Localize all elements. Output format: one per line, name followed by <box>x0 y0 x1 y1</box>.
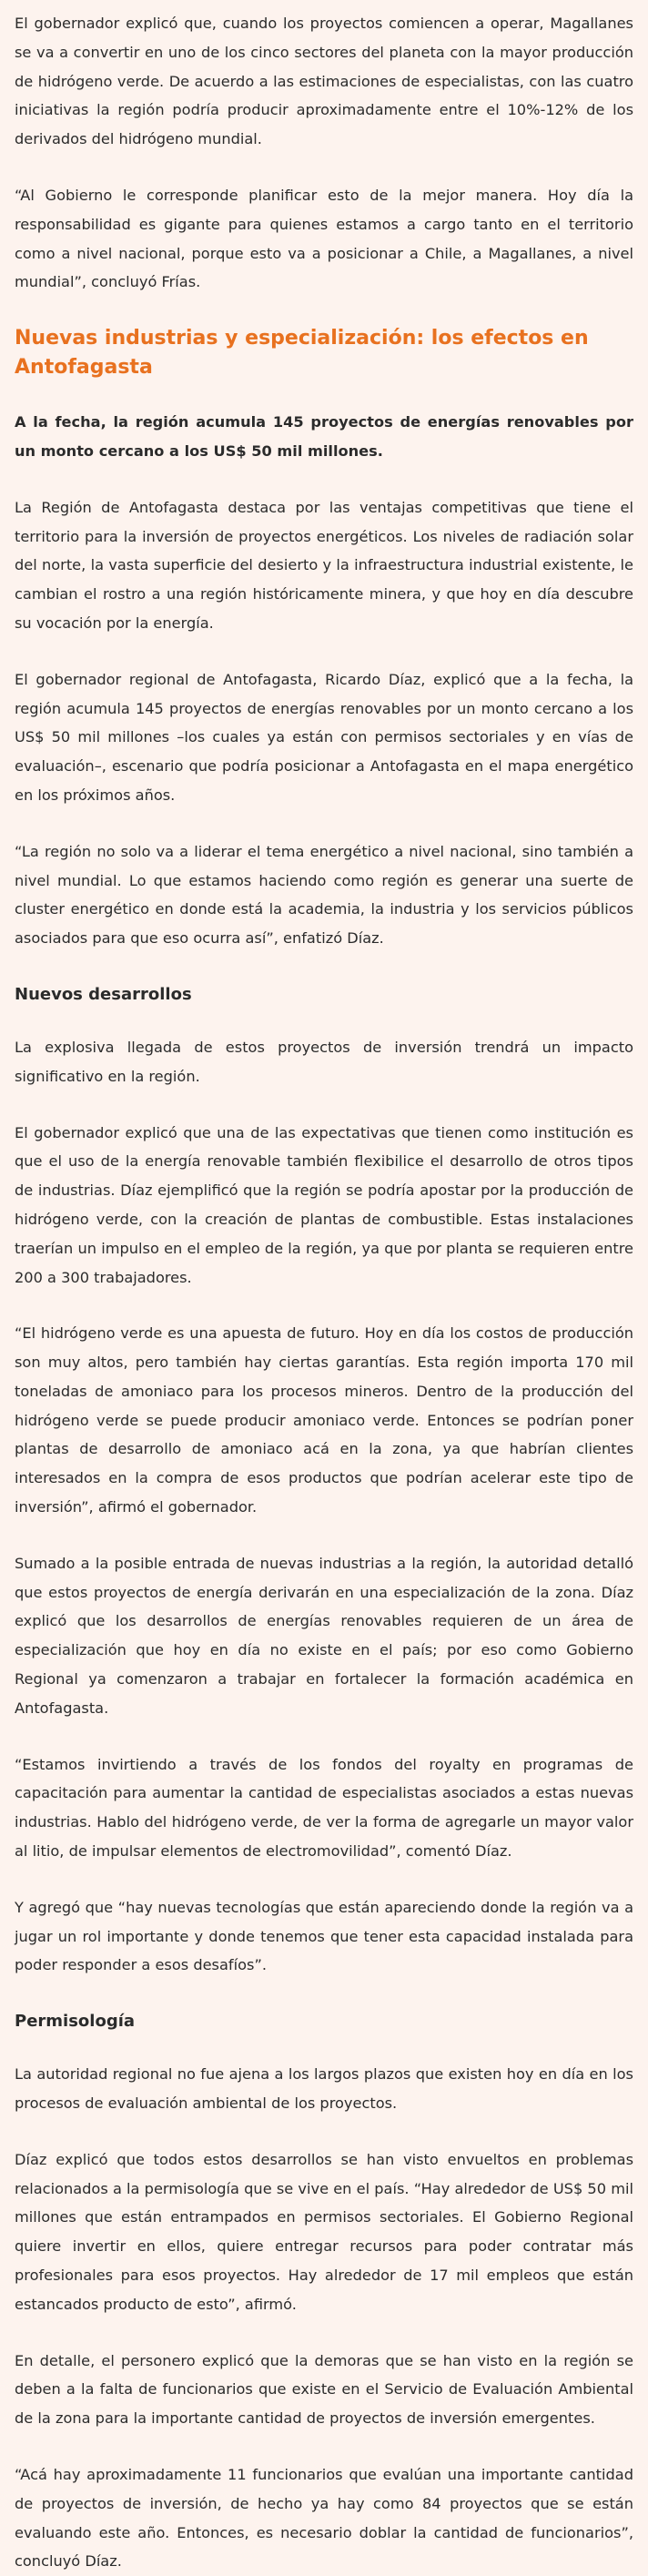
quote-royalty-training: “Estamos invirtiendo a través de los fondos del royalty en programas de capacitación para aumentar la cantidad de especialistas asociados a estas nuevas industrias. Hablo del hidrógeno verde, de ver la forma de agregarle un mayor valor al litio, de impulsar elementos de electromovilidad”, comentó Díaz. <box>15 1755 633 1861</box>
paragraph-antofagasta-advantages: La Región de Antofagasta destaca por las ventajas competitivas que tiene el territorio para la inversión de proyectos energéticos. Los niveles de radiación solar del norte, la vasta superficie del desierto y la infraestructura industrial existente, le cambian el rostro a una región históricamente minera, y que hoy en día descubre su vocación por la energía. <box>15 498 633 632</box>
lead-paragraph: A la fecha, la región acumula 145 proyectos de energías renovables por un monto cercano a los US$ 50 mil millones. <box>15 413 633 460</box>
quote-diaz-cluster: “La región no solo va a liderar el tema energético a nivel nacional, sino también a nivel mundial. Lo que estamos haciendo como región es generar una suerte de cluster energético en donde está la academia, la industria y los servicios públicos asociados para que eso ocurra así”, enfatizó Díaz. <box>15 842 633 948</box>
paragraph-evaluation-delays: La autoridad regional no fue ajena a los largos plazos que existen hoy en día en los procesos de evaluación ambiental de los proyectos. <box>15 2065 633 2113</box>
quote-officials: “Acá hay aproximadamente 11 funcionarios que evalúan una importante cantidad de proyectos de inversión, de hecho ya hay como 84 proyectos que se están evaluando este año. Entonces, es necesario doblar la cantidad de funcionarios”, concluyó Díaz. <box>15 2466 633 2571</box>
paragraph-impact: La explosiva llegada de estos proyectos de inversión trendrá un impacto significativo en la región. <box>15 1038 633 1085</box>
quote-hydrogen-future: “El hidrógeno verde es una apuesta de futuro. Hoy en día los costos de producción son muy altos, pero también hay ciertas garantías. Esta región importa 170 mil toneladas de amoniaco para los procesos mineros. Dentro de la producción del hidrógeno verde se puede producir amoniaco verde. Entonces se podrían poner plantas de desarrollo de amoniaco acá en la zona, ya que habrían clientes interesados en la compra de esos productos que podrían acelerar este tipo de inversión”, afirmó el gobernador. <box>15 1324 633 1516</box>
paragraph-diaz-projects: El gobernador regional de Antofagasta, Ricardo Díaz, explicó que a la fecha, la región acumula 145 proyectos de energías renovables por un monto cercano a los US$ 50 mil millones –los cuales ya están con permisos sectoriales y en vías de evaluación–, escenario que podría posicionar a Antofagasta en el mapa energético en los próximos años. <box>15 670 633 804</box>
subheading-nuevos-desarrollos: Nuevos desarrollos <box>15 984 192 1004</box>
paragraph-permits-problem: Díaz explicó que todos estos desarrollos se han visto envueltos en problemas relacionados a la permisología que se vive en el país. “Hay alrededor de US$ 50 mil millones que están entrampados en permisos sectoriales. El Gobierno Regional quiere invertir en ellos, quiere entregar recursos para poder contratar más profesionales para esos proyectos. Hay alrededor de 17 mil empleos que están estancados producto de esto”, afirmó. <box>15 2150 633 2313</box>
paragraph-magallanes-production: El gobernador explicó que, cuando los proyectos comiencen a operar, Magallanes se va a convertir en uno de los cinco sectores del planeta con la mayor producción de hidrógeno verde. De acuerdo a las estimaciones de especialistas, con las cuatro iniciativas la región podría producir aproximadamente entre el 10%-12% de los derivados del hidrógeno mundial. <box>15 15 633 148</box>
subheading-permisologia: Permisología <box>15 2012 136 2032</box>
section-heading-antofagasta: Nuevas industrias y especialización: los efectos en Antofagasta <box>15 327 589 380</box>
paragraph-green-hydrogen-plants: El gobernador explicó que una de las expectativas que tienen como institución es que el uso de la energía renovable también flexibilice el desarrollo de otros tipos de industrias. Díaz ejemplificó que la región se podría apostar por la producción de hidrógeno verde, con la creación de plantas de combustible. Estas instalaciones traerían un impulso en el empleo de la región, ya que por planta se requieren entre 200 a 300 trabajadores. <box>15 1123 633 1286</box>
quote-new-technologies: Y agregó que “hay nuevas tecnologías que están apareciendo donde la región va a jugar un rol importante y donde tenemos que tener esta capacidad instalada para poder responder a esos desafíos”. <box>15 1898 633 1974</box>
paragraph-staff-shortage: En detalle, el personero explicó que la demoras que se han visto en la región se deben a la falta de funcionarios que existe en el Servicio de Evaluación Ambiental de la zona para la importante cantidad de proyectos de inversión emergentes. <box>15 2351 633 2428</box>
quote-frias: “Al Gobierno le corresponde planificar esto de la mejor manera. Hoy día la responsabilidad es gigante para quienes estamos a cargo tanto en el territorio como a nivel nacional, porque esto va a posicionar a Chile, a Magallanes, a nivel mundial”, concluyó Frías. <box>15 186 633 291</box>
paragraph-specialization: Sumado a la posible entrada de nuevas industrias a la región, la autoridad detalló que estos proyectos de energía derivarán en una especialización de la zona. Díaz explicó que los desarrollos de energías renovables requieren de un área de especialización que hoy en día no existe en el país; por eso como Gobierno Regional ya comenzaron a trabajar en fortalecer la formación académica en Antofagasta. <box>15 1554 633 1717</box>
